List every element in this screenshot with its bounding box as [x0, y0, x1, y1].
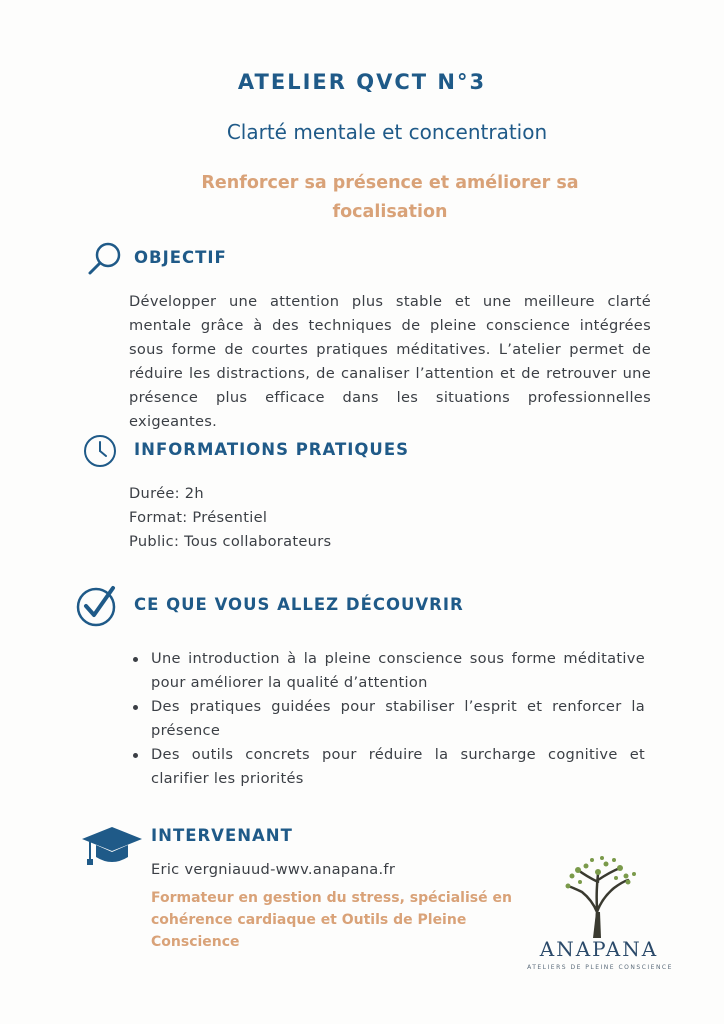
page-tagline: Renforcer sa présence et améliorer sa focalisation — [201, 173, 579, 222]
infos-list — [129, 482, 331, 554]
intervenant-name: Eric vergniauud-wwv.anapana.fr — [151, 861, 396, 878]
check-circle-icon — [75, 584, 119, 628]
page-subtitle: Clarté mentale et concentration — [226, 120, 548, 144]
info-item: Public: Tous collaborateurs — [129, 533, 332, 550]
logo-subtitle: ATELIERS DE PLEINE CONSCIENCE — [527, 964, 673, 971]
tree-logo-icon — [556, 852, 642, 938]
objectif-text: Développer une attention plus stable et une meilleure clarté mentale grâce à des techniques de pleine conscience intégrées sous forme de courtes pratiques méditatives. L’atelier permet de réduire les distractions, de canaliser l’attention et de retrouver une présence plus efficace dans les situations professionnelles exigeantes. — [129, 293, 651, 430]
clock-icon — [82, 433, 118, 469]
graduation-cap-icon — [80, 823, 144, 869]
list-item: Des outils concrets pour réduire la surcharge cognitive et clarifier les priorités — [129, 743, 645, 791]
intervenant-description: Formateur en gestion du stress, spécialisé en cohérence cardiaque et Outils de Pleine Conscience — [151, 890, 512, 950]
objectif-heading: OBJECTIF — [134, 248, 227, 267]
intervenant-heading: INTERVENANT — [151, 826, 293, 845]
info-item: Durée: 2h — [129, 485, 204, 502]
page-title: ATELIER QVCT N°3 — [237, 70, 487, 94]
infos-heading: INFORMATIONS PRATIQUES — [134, 440, 409, 459]
decouvrir-list — [129, 647, 645, 791]
logo-name: ANAPANA — [539, 937, 659, 961]
magnifier-icon — [86, 240, 124, 278]
list-item: Des pratiques guidées pour stabiliser l’esprit et renforcer la présence — [129, 695, 645, 743]
decouvrir-heading: CE QUE VOUS ALLEZ DÉCOUVRIR — [134, 595, 464, 614]
info-item: Format: Présentiel — [129, 509, 268, 526]
list-item: Une introduction à la pleine conscience sous forme méditative pour améliorer la qualité d’attention — [129, 647, 645, 695]
